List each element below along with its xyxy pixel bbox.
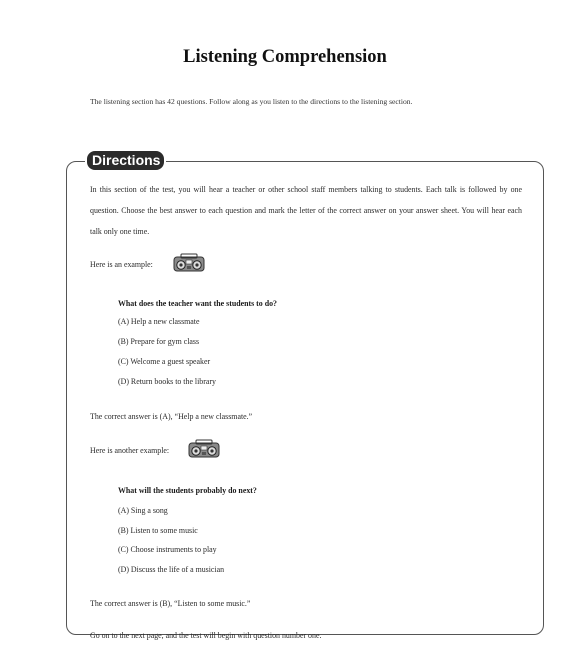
closing-text: Go on to the next page, and the test will begin with question number one. [90, 631, 322, 640]
example-1-answer: The correct answer is (A), “Help a new classmate.” [90, 412, 253, 421]
example-2-answer: The correct answer is (B), “Listen to some music.” [90, 599, 251, 608]
example-1-option-b: (B) Prepare for gym class [118, 337, 200, 346]
example-1-option-a: (A) Help a new classmate [118, 317, 200, 326]
example-2-question: What will the students probably do next? [118, 486, 257, 495]
radio-cassette-icon [172, 253, 206, 273]
example-1-label: Here is an example: [90, 260, 153, 269]
example-1-option-d: (D) Return books to the library [118, 377, 216, 386]
example-2-option-a: (A) Sing a song [118, 506, 168, 515]
example-2-option-b: (B) Listen to some music [118, 526, 198, 535]
example-2-option-d: (D) Discuss the life of a musician [118, 565, 225, 574]
example-1-option-c: (C) Welcome a guest speaker [118, 357, 211, 366]
page-title: Listening Comprehension [183, 47, 387, 67]
intro-text: The listening section has 42 questions. Follow along as you listen to the directions to the listening section. [90, 97, 413, 106]
radio-cassette-icon [187, 439, 221, 459]
example-1-question: What does the teacher want the students to do? [118, 299, 277, 308]
example-2-label: Here is another example: [90, 446, 170, 455]
example-2-option-c: (C) Choose instruments to play [118, 545, 217, 554]
directions-heading: Directions [87, 151, 164, 170]
directions-paragraph: In this section of the test, you will hear a teacher or other school staff members talking to students. Each talk is followed by one question. Choose the best answer to each question and mark the letter of the correct answer on your answer sheet. You will hear each talk only one time. [90, 185, 522, 236]
